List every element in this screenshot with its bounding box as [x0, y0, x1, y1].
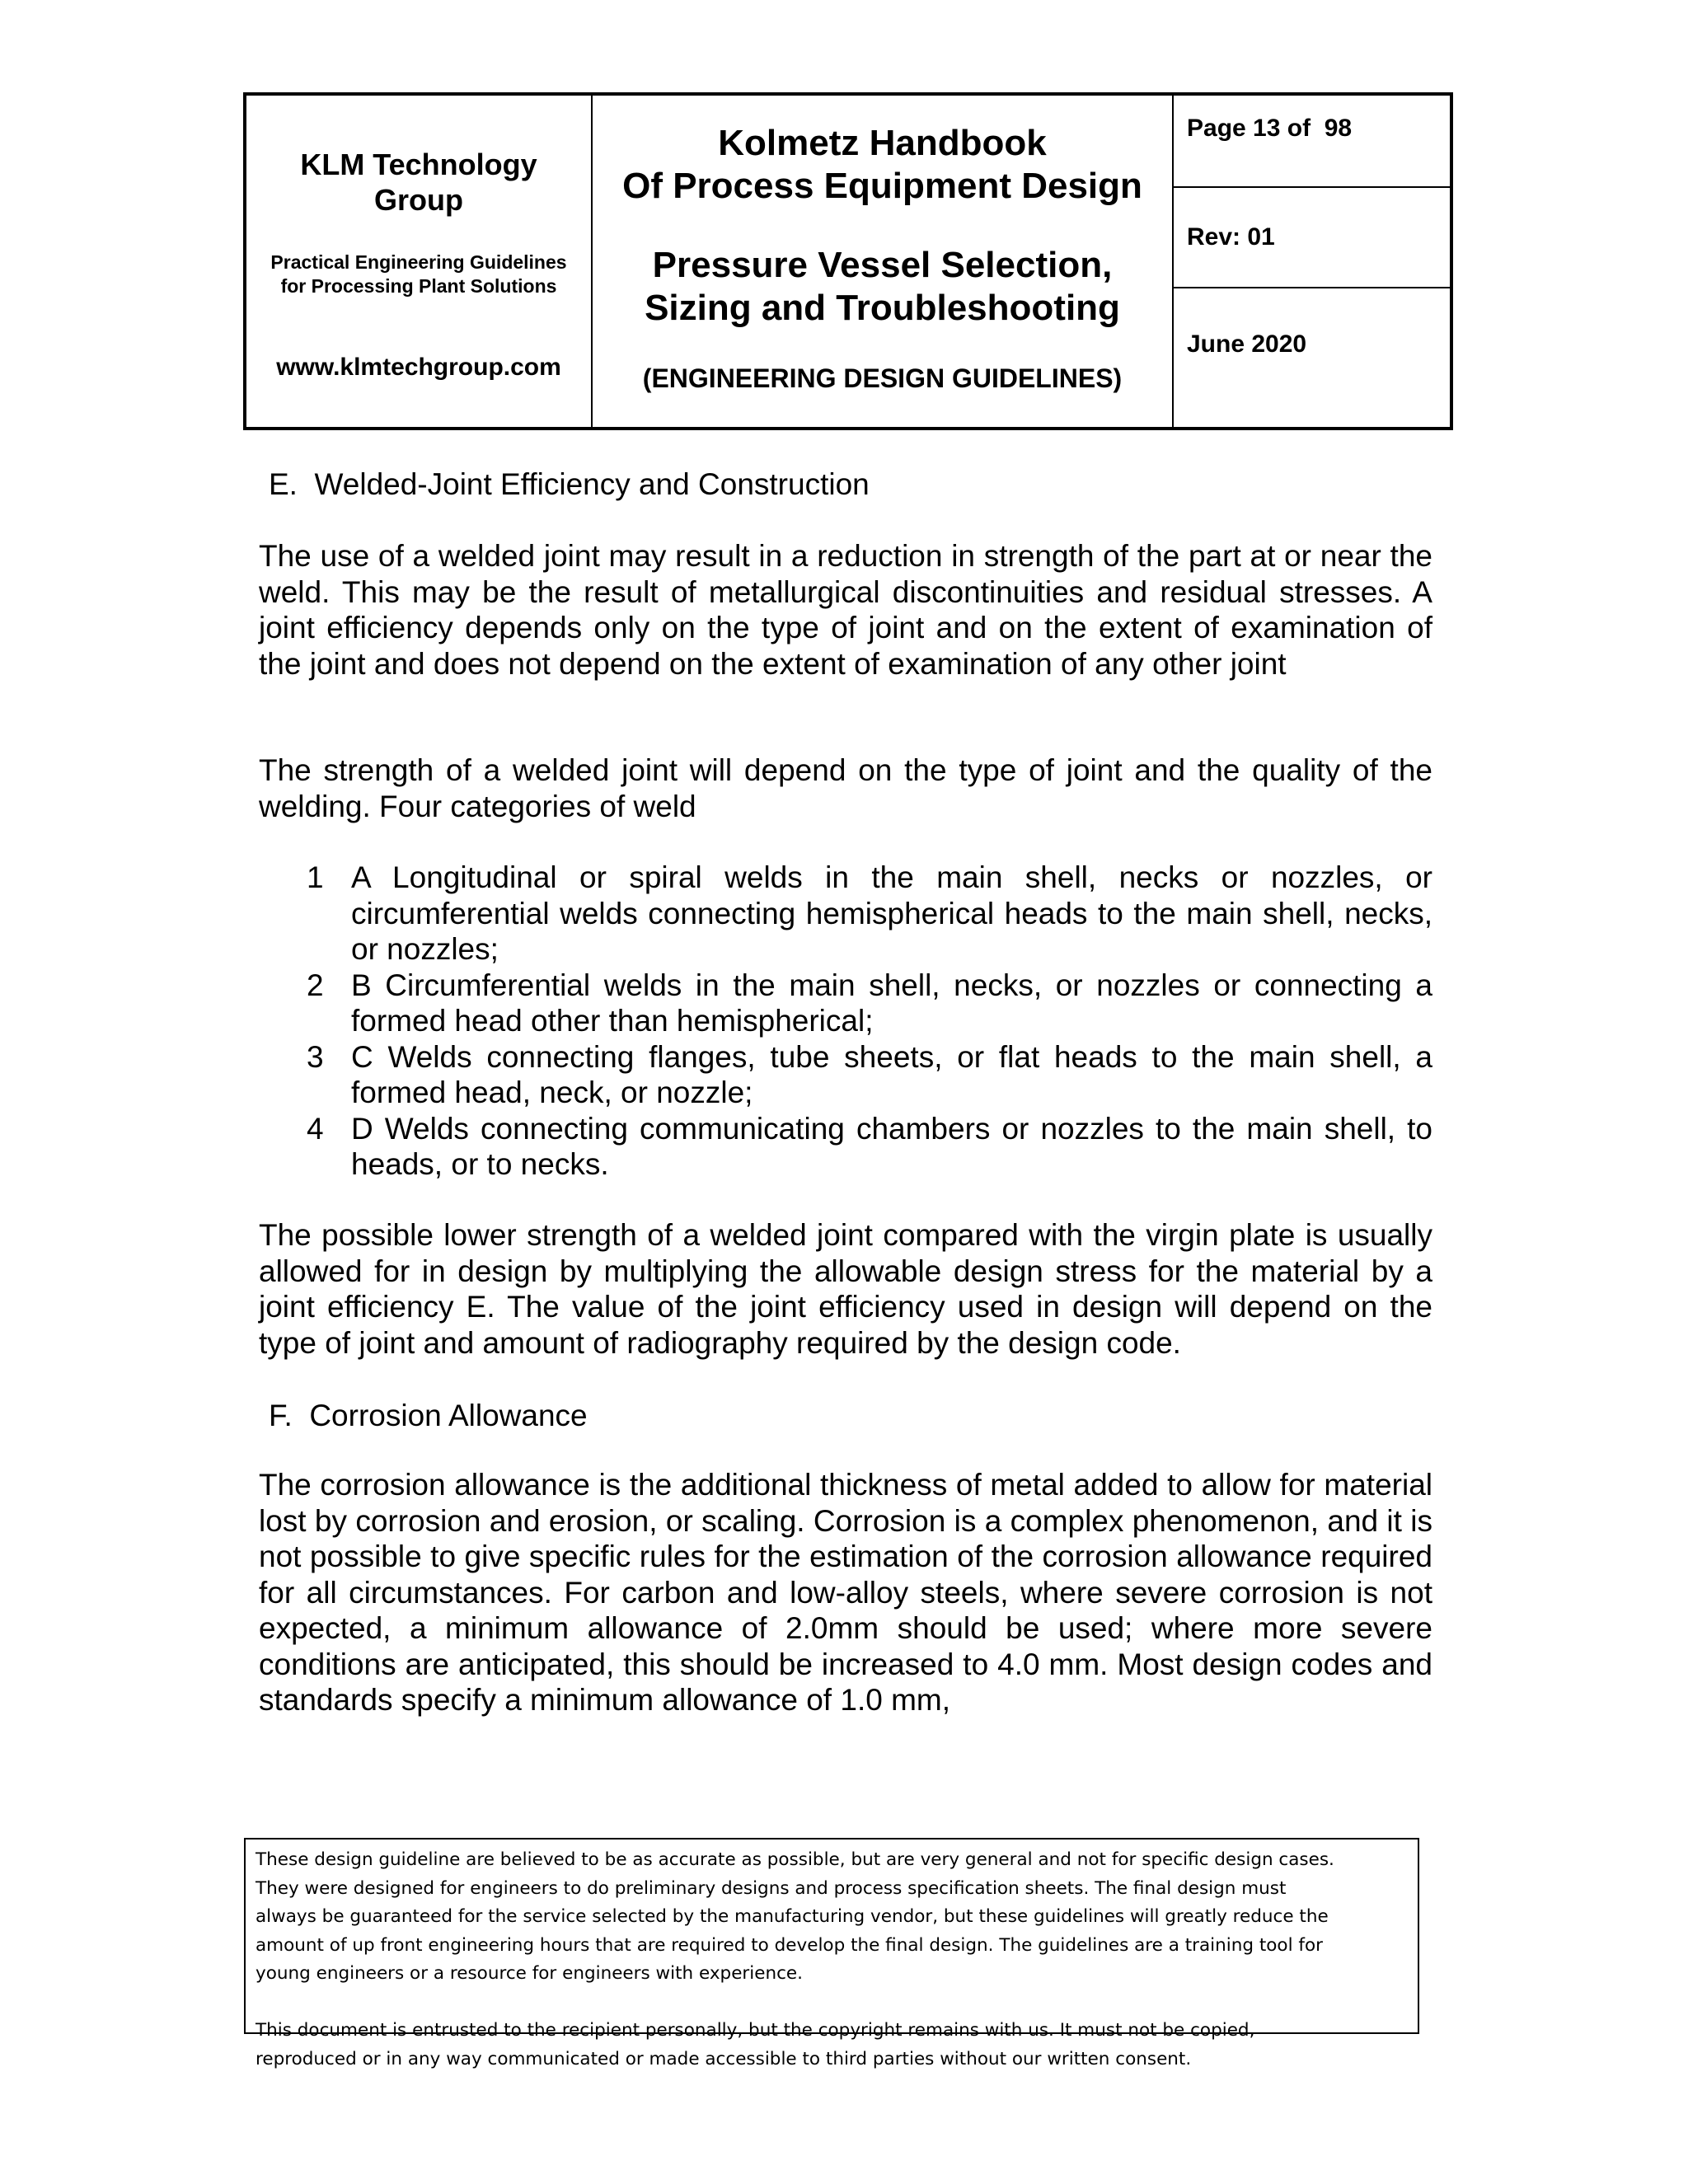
page-number: Page 13 of 98	[1174, 96, 1450, 188]
list-item-text: A Longitudinal or spiral welds in the main shell, necks or nozzles, or circumferential welds connecting hemispherical heads to the main shell, necks, or nozzles;	[351, 860, 1432, 966]
disclaimer-line: They were designed for engineers to do preliminary designs and process specification sheets. The final design must	[256, 1877, 1287, 1899]
handbook-title-line1: Kolmetz Handbook	[718, 123, 1047, 163]
disclaimer-box	[244, 1838, 1419, 2069]
spacer	[256, 1989, 1409, 2018]
revision: Rev: 01	[1174, 188, 1450, 288]
section-e-paragraph-1	[259, 538, 1432, 682]
list-item-number: 1	[307, 860, 324, 894]
meta-cell	[1174, 96, 1450, 427]
paragraph-text: The possible lower strength of a welded joint compared with the virgin plate is usually allowed for in design by multiplying the allowable design stress for the material by a joint efficiency E. The value of the joint efficiency used in design will depend on the type of joint and amount of radiography required by the design code.	[259, 1218, 1432, 1360]
list-item-number: 4	[307, 1111, 324, 1146]
list-item-text: C Welds connecting flanges, tube sheets, or flat heads to the main shell, a formed head, neck, or nozzle;	[351, 1039, 1432, 1109]
weld-category-list	[259, 860, 1432, 1183]
disclaimer-line: These design guideline are believed to be as accurate as possible, but are very general and not for specific design cases.	[256, 1849, 1334, 1870]
section-e-paragraph-2	[259, 752, 1432, 824]
company-name: KLM Technology Group	[300, 148, 537, 217]
company-website: www.klmtechgroup.com	[276, 354, 561, 381]
disclaimer-line: always be guaranteed for the service selected by the manufacturing vendor, but these guidelines will greatly reduce the	[256, 1906, 1329, 1927]
handbook-title	[593, 122, 1172, 208]
section-f-paragraph-1	[259, 1467, 1432, 1718]
section-e-paragraph-3	[259, 1217, 1432, 1361]
company-tagline: Practical Engineering Guidelines for Processing Plant Solutions	[270, 251, 567, 297]
document-header	[243, 92, 1453, 430]
title-cell	[593, 96, 1174, 427]
document-title-line1: Pressure Vessel Selection,	[652, 245, 1113, 285]
issue-date: June 2020	[1187, 330, 1307, 358]
list-item	[259, 1039, 1432, 1111]
section-f-heading: F. Corrosion Allowance	[269, 1399, 588, 1432]
list-item-number: 3	[307, 1039, 324, 1074]
paragraph-text: The corrosion allowance is the additional thickness of metal added to allow for material lost by corrosion and erosion, or scaling. Corrosion is a complex phenomenon, and it is not possible to give specific rules for the estimation of the corrosion allowance required for all circumstances. For carbon and low-alloy steels, where severe corrosion is not expected, a minimum allowance of 2.0mm should be used; where more severe conditions are anticipated, this should be increased to 4.0 mm. Most design codes and standards specify a minimum allowance of 1.0 mm,	[259, 1468, 1432, 1717]
list-item-text: D Welds connecting communicating chambers or nozzles to the main shell, to heads, or to necks.	[351, 1111, 1432, 1181]
paragraph-text: The strength of a welded joint will depend on the type of joint and the quality of the welding. Four categories of weld	[259, 753, 1432, 823]
document-title	[593, 244, 1172, 330]
company-cell	[246, 96, 593, 427]
paragraph-text: The use of a welded joint may result in a reduction in strength of the part at or near the weld. This may be the result of metallurgical discontinuities and residual stresses. A joint efficiency depends only on the type of joint and on the extent of examination of the joint and does not depend on the extent of examination of any other joint	[259, 539, 1432, 681]
section-e-heading: E. Welded-Joint Efficiency and Construction	[269, 467, 870, 501]
copyright-line: reproduced or in any way communicated or made accessible to third parties without our written consent.	[256, 2048, 1192, 2069]
disclaimer-line: amount of up front engineering hours that are required to develop the final design. The guidelines are a training tool for	[256, 1934, 1323, 1956]
document-title-line2: Sizing and Troubleshooting	[645, 288, 1120, 328]
copyright-line: This document is entrusted to the recipient personally, but the copyright remains with us. It must not be copied,	[256, 2020, 1255, 2041]
handbook-title-line2: Of Process Equipment Design	[622, 166, 1142, 206]
list-item-number: 2	[307, 968, 324, 1002]
list-item	[259, 860, 1432, 968]
disclaimer-line: young engineers or a resource for engineers with experience.	[256, 1963, 803, 1984]
list-item	[259, 968, 1432, 1039]
list-item-text: B Circumferential welds in the main shell, necks, or nozzles or connecting a formed head other than hemispherical;	[351, 968, 1432, 1038]
list-item	[259, 1111, 1432, 1183]
document-type: (ENGINEERING DESIGN GUIDELINES)	[642, 363, 1123, 393]
